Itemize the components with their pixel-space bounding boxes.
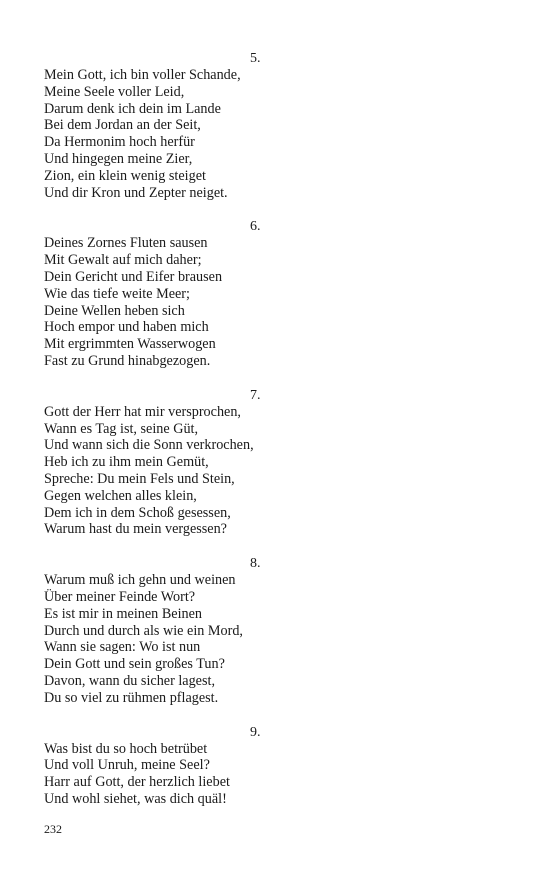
verse-line: Spreche: Du mein Fels und Stein, xyxy=(44,470,235,487)
stanza-number: 5. xyxy=(250,51,261,66)
stanza-6 xyxy=(44,218,504,369)
verse-line: Dem ich in dem Schoß gesessen, xyxy=(44,504,231,521)
stanza-number: 8. xyxy=(250,556,261,572)
verse-line: Dein Gott und sein großes Tun? xyxy=(44,656,225,673)
verse-line: Deines Zornes Fluten sausen xyxy=(44,235,208,252)
verse-line: Darum denk ich dein im Lande xyxy=(44,100,221,117)
verse-line: Warum hast du mein vergessen? xyxy=(44,521,227,538)
verse-line: Was bist du so hoch betrübet xyxy=(44,740,208,757)
verse-line: Hoch empor und haben mich xyxy=(44,319,209,336)
verse-line: Wann es Tag ist, seine Güt, xyxy=(44,420,199,437)
verse-line: Dein Gericht und Eifer brausen xyxy=(44,268,223,285)
verse-line: Deine Wellen heben sich xyxy=(44,302,185,319)
verse-line: Warum muß ich gehn und weinen xyxy=(44,572,236,589)
verse-line: Über meiner Feinde Wort? xyxy=(44,588,196,605)
verse-line: Gegen welchen alles klein, xyxy=(44,487,197,504)
verse-line: Mit ergrimmten Wasserwogen xyxy=(44,336,216,353)
verse-line: Und wann sich die Sonn verkrochen, xyxy=(44,437,254,454)
verse-line: Gott der Herr hat mir versprochen, xyxy=(44,403,241,420)
poem-page xyxy=(44,50,504,825)
verse-line: Da Hermonim hoch herfür xyxy=(44,134,195,151)
verse-line: Mit Gewalt auf mich daher; xyxy=(44,252,202,269)
stanza-9 xyxy=(44,724,504,808)
verse-line: Und hingegen meine Zier, xyxy=(44,150,193,167)
verse-line: Heb ich zu ihm mein Gemüt, xyxy=(44,454,209,471)
verse-line: Du so viel zu rühmen pflagest. xyxy=(44,689,219,706)
stanza-7 xyxy=(44,387,504,538)
verse-line: Bei dem Jordan an der Seit, xyxy=(44,117,201,134)
page-number: 232 xyxy=(44,822,62,836)
stanza-number: 7. xyxy=(250,387,261,403)
stanza-8 xyxy=(44,555,504,706)
verse-line: Es ist mir in meinen Beinen xyxy=(44,605,203,622)
verse-line: Zion, ein klein wenig steiget xyxy=(44,167,206,184)
verse-line: Wann sie sagen: Wo ist nun xyxy=(44,639,201,656)
verse-line: Durch und durch als wie ein Mord, xyxy=(44,622,243,639)
verse-line: Und voll Unruh, meine Seel? xyxy=(44,757,210,774)
stanza-number: 6. xyxy=(250,219,261,235)
verse-line: Fast zu Grund hinabgezogen. xyxy=(44,352,211,369)
stanza-5 xyxy=(44,50,504,201)
verse-line: Und wohl siehet, was dich quäl! xyxy=(44,790,227,807)
verse-line: Wie das tiefe weite Meer; xyxy=(44,285,190,302)
stanza-number: 9. xyxy=(250,724,261,740)
verse-line: Mein Gott, ich bin voller Schande, xyxy=(44,67,241,83)
verse-line: Und dir Kron und Zepter neiget. xyxy=(44,184,228,201)
verse-line: Harr auf Gott, der herzlich liebet xyxy=(44,774,230,791)
verse-line: Davon, wann du sicher lagest, xyxy=(44,672,215,689)
verse-line: Meine Seele voller Leid, xyxy=(44,83,185,100)
